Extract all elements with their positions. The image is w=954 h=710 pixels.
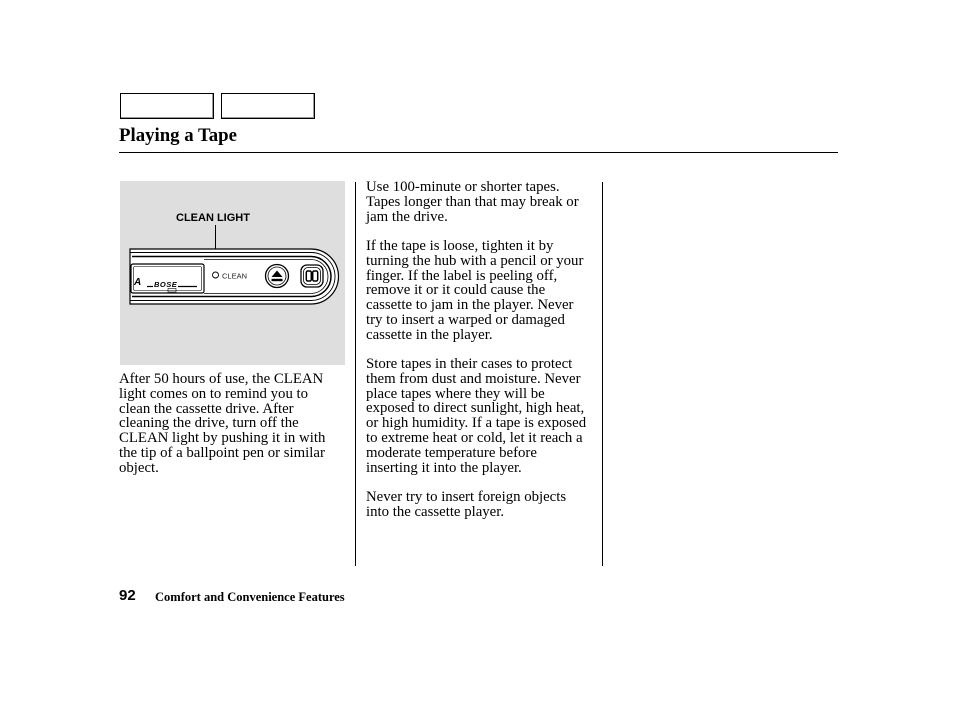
- text-line: cassette to jam in the player. Never: [366, 297, 574, 314]
- text-line: them from dust and moisture. Never: [366, 370, 581, 387]
- door-letter: A: [134, 277, 142, 288]
- paragraph: [366, 180, 586, 224]
- tape-direction-button: [301, 265, 323, 287]
- text-line: finger. If the label is peeling off,: [366, 267, 558, 284]
- text-line: try to insert a warped or damaged: [366, 311, 565, 328]
- column-divider-left: [355, 182, 356, 566]
- text-line: Never try to insert foreign objects: [366, 489, 567, 506]
- text-line: object.: [119, 459, 159, 476]
- left-column: [119, 372, 325, 475]
- clean-panel-label: CLEAN: [222, 271, 248, 281]
- text-line: into the cassette player.: [366, 503, 505, 520]
- text-line: After 50 hours of use, the CLEAN: [119, 371, 324, 387]
- text-line: or high humidity. If a tape is exposed: [366, 415, 587, 432]
- text-line: CLEAN light by pushing it in with: [119, 430, 326, 447]
- text-line: turning the hub with a pencil or your: [366, 252, 584, 269]
- nav-box-right[interactable]: [221, 93, 315, 119]
- text-line: the tip of a ballpoint pen or similar: [119, 444, 325, 461]
- text-line: exposed to direct sunlight, high heat,: [366, 400, 585, 417]
- callout-label: CLEAN LIGHT: [176, 212, 250, 224]
- text-line: Use 100-minute or shorter tapes.: [366, 179, 560, 195]
- text-line: clean the cassette drive. After: [119, 400, 294, 417]
- heading-rule: [119, 152, 838, 153]
- text-line: If the tape is loose, tighten it by: [366, 238, 554, 255]
- text-line: jam the drive.: [366, 208, 448, 225]
- page-title: Playing a Tape: [119, 125, 237, 146]
- column-divider-right: [602, 182, 603, 566]
- page-number: 92: [119, 587, 136, 604]
- text-line: Store tapes in their cases to protect: [366, 356, 573, 373]
- nav-box-left[interactable]: [120, 93, 214, 119]
- text-line: inserting it into the player.: [366, 459, 522, 476]
- eject-button: [266, 265, 289, 288]
- radio-panel-illustration: [120, 181, 345, 365]
- clean-light-figure: [120, 181, 345, 365]
- center-column: [366, 180, 586, 534]
- text-line: remove it or it could cause the: [366, 282, 546, 299]
- section-name: Comfort and Convenience Features: [155, 590, 345, 604]
- paragraph: [366, 357, 586, 475]
- text-line: cleaning the drive, turn off the: [119, 415, 299, 432]
- paragraph: [366, 239, 586, 342]
- text-line: Tapes longer than that may break or: [366, 193, 579, 210]
- text-line: to extreme heat or cold, let it reach a: [366, 430, 583, 447]
- text-line: light comes on to remind you to: [119, 385, 309, 402]
- text-line: place tapes where they will be: [366, 385, 545, 402]
- text-line: cassette in the player.: [366, 326, 493, 343]
- logo-text: BOSE: [154, 280, 178, 289]
- paragraph: [366, 490, 586, 520]
- indicator-light-icon: [213, 272, 219, 278]
- text-line: moderate temperature before: [366, 444, 537, 461]
